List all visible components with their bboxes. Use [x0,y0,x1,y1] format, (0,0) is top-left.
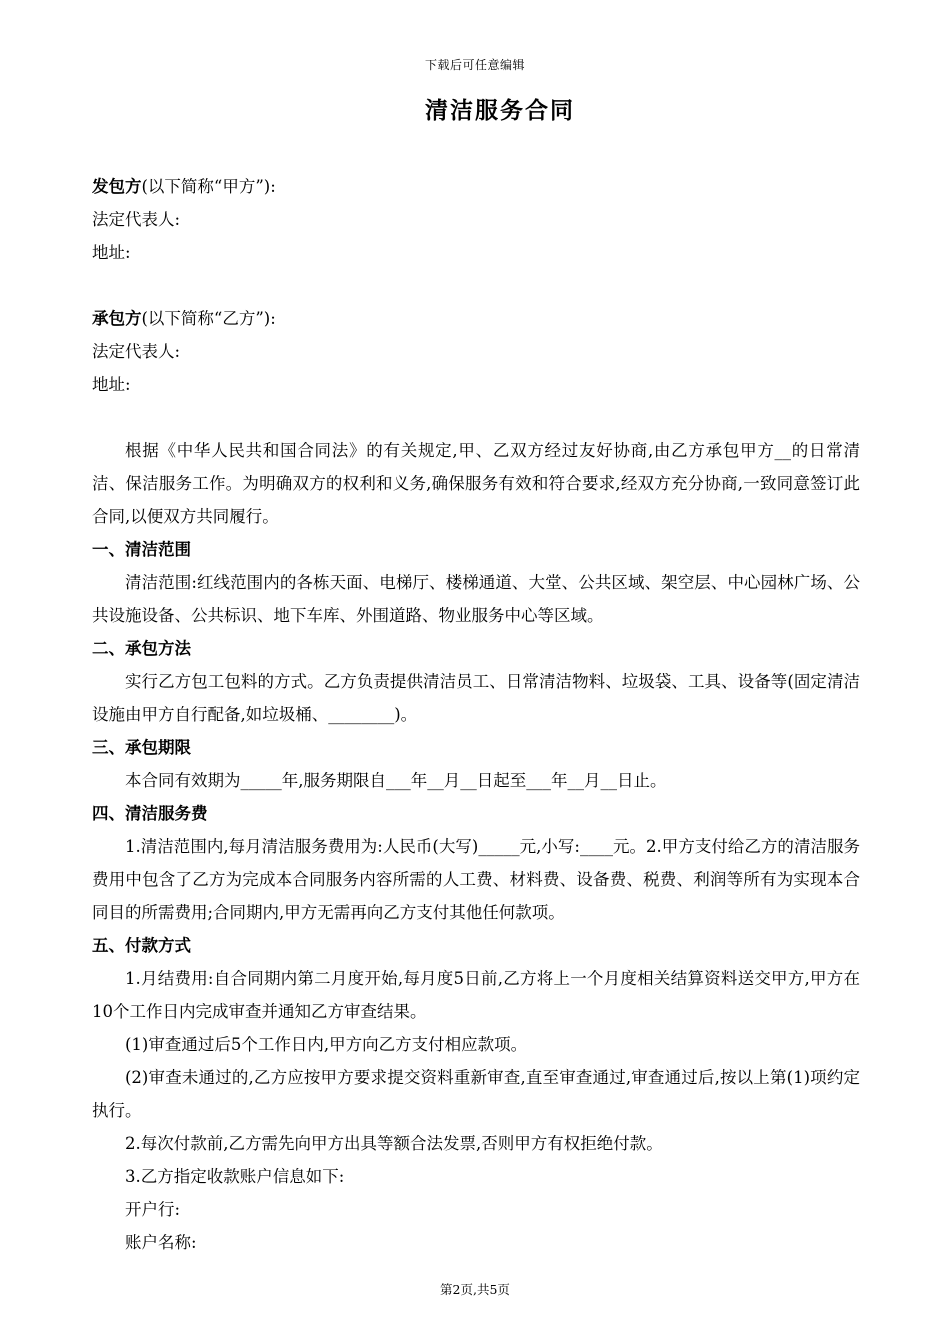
section-5-p5: 3.乙方指定收款账户信息如下: [125,1167,345,1186]
section-5-p1: 1.月结费用:自合同期内第二月度开始,每月度5日前,乙方将上一个月度相关结算资料送交甲方,甲方在10个工作日内完成审查并通知乙方审查结果。 [92,969,860,1021]
contract-body [92,170,860,1259]
party-a-addr: 地址: [92,243,131,262]
intro-paragraph: 根据《中华人民共和国合同法》的有关规定,甲、乙双方经过友好协商,由乙方承包甲方__的日常清洁、保洁服务工作。为明确双方的权利和义务,确保服务有效和符合要求,经双方充分协商,一致同意签订此合同,以便双方共同履行。 [92,441,860,526]
section-2-body: 实行乙方包工包料的方式。乙方负责提供清洁员工、日常清洁物料、垃圾袋、工具、设备等(固定清洁设施由甲方自行配备,如垃圾桶、________)。 [92,672,860,724]
bank-name-line: 开户行: [125,1200,181,1219]
party-b-line [92,302,860,335]
party-b-label: 承包方 [92,309,142,328]
party-a-suffix: (以下简称“甲方”): [141,177,276,196]
section-2-heading: 二、承包方法 [92,639,191,658]
section-5-p2: (1)审查通过后5个工作日内,甲方向乙方支付相应款项。 [125,1035,528,1054]
party-a-rep: 法定代表人: [92,210,181,229]
section-5-p4: 2.每次付款前,乙方需先向甲方出具等额合法发票,否则甲方有权拒绝付款。 [125,1134,663,1153]
section-4-body: 1.清洁范围内,每月清洁服务费用为:人民币(大写)_____元,小写:____元。2.甲方支付给乙方的清洁服务费用中包含了乙方为完成本合同服务内容所需的人工费、材料费、设备费、税费、利润等所有为实现本合同目的所需费用;合同期内,甲方无需再向乙方支付其他任何款项。 [92,837,860,922]
party-a-label: 发包方 [92,177,142,196]
party-a-line [92,170,860,203]
section-1-body: 清洁范围:红线范围内的各栋天面、电梯厅、楼梯通道、大堂、公共区域、架空层、中心园林广场、公共设施设备、公共标识、地下车库、外围道路、物业服务中心等区域。 [92,573,860,625]
section-3-heading: 三、承包期限 [92,738,191,757]
party-b-addr: 地址: [92,375,131,394]
document-title: 清洁服务合同 [425,98,575,124]
section-3-body: 本合同有效期为_____年,服务期限自___年__月__日起至___年__月__日止。 [125,771,667,790]
section-1-heading: 一、清洁范围 [92,540,191,559]
section-5-heading: 五、付款方式 [92,936,191,955]
page-footer: 第2页,共5页 [440,1282,510,1297]
section-5-p3: (2)审查未通过的,乙方应按甲方要求提交资料重新审查,直至审查通过,审查通过后,按以上第(1)项约定执行。 [92,1068,860,1120]
party-b-rep: 法定代表人: [92,342,181,361]
section-4-heading: 四、清洁服务费 [92,804,208,823]
party-b-suffix: (以下简称“乙方”): [141,309,276,328]
header-note: 下载后可任意编辑 [424,58,525,72]
account-name-line: 账户名称: [125,1233,197,1252]
